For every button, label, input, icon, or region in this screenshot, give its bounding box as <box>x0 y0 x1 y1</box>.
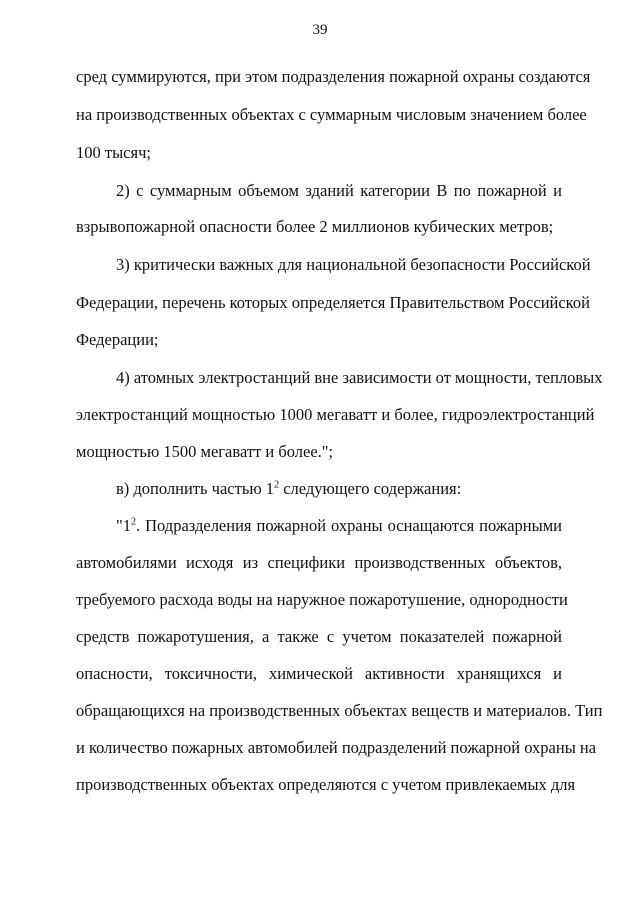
page-number: 39 <box>312 22 328 38</box>
text-line <box>116 479 562 499</box>
text-line: производственных объектах определяются с учетом привлекаемых для <box>76 775 576 794</box>
text-line: 2) с суммарным объемом зданий категории В по пожарной и <box>116 181 562 200</box>
text-line: требуемого расхода воды на наружное пожаротушение, однородности <box>76 590 568 609</box>
text-line: средств пожаротушения, а также с учетом показателей пожарной <box>76 627 562 646</box>
text-line: и количество пожарных автомобилей подразделений пожарной охраны на <box>76 738 597 757</box>
text-fragment: . Подразделения пожарной охраны оснащаются пожарными <box>136 516 562 535</box>
superscript: 2 <box>131 516 136 528</box>
text-line: обращающихся на производственных объектах веществ и материалов. Тип <box>76 701 603 720</box>
text-line: автомобилями исходя из специфики производственных объектов, <box>76 553 562 572</box>
text-line: на производственных объектах с суммарным числовым значением более <box>76 105 587 124</box>
text-line: опасности, токсичности, химической активности хранящихся и <box>76 664 562 683</box>
text-line <box>116 516 562 536</box>
text-line: сред суммируются, при этом подразделения пожарной охраны создаются <box>76 67 591 86</box>
text-line: мощностью 1500 мегаватт и более."; <box>76 442 334 461</box>
text-fragment: следующего содержания: <box>279 479 462 498</box>
text-line: 4) атомных электростанций вне зависимости от мощности, тепловых <box>116 368 603 387</box>
text-line: взрывопожарной опасности более 2 миллионов кубических метров; <box>76 217 554 236</box>
text-line: Федерации; <box>76 330 159 349</box>
text-line: 3) критически важных для национальной безопасности Российской <box>116 255 591 274</box>
superscript: 2 <box>274 479 280 491</box>
text-line: электростанций мощностью 1000 мегаватт и более, гидроэлектростанций <box>76 405 595 424</box>
text-fragment: в) дополнить частью 1 <box>116 479 275 498</box>
text-fragment: "1 <box>116 516 131 535</box>
text-line: 100 тысяч; <box>76 143 151 162</box>
text-line: Федерации, перечень которых определяется Правительством Российской <box>76 293 590 312</box>
